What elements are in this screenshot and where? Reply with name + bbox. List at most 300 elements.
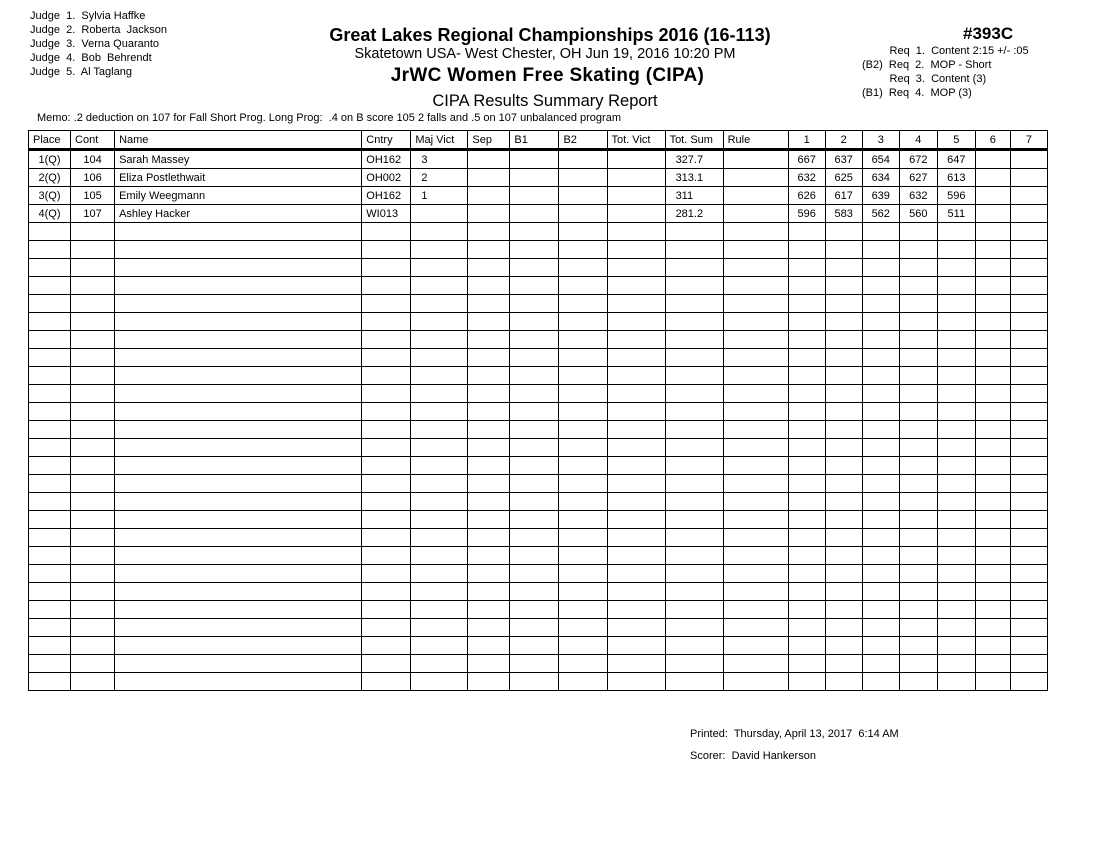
empty-cell [411, 637, 468, 655]
cell-judge-6 [975, 205, 1010, 223]
empty-cell [29, 673, 71, 691]
empty-cell [1010, 421, 1047, 439]
empty-cell [862, 655, 899, 673]
requirement-3: Req 3. Content (3) [862, 73, 987, 85]
empty-cell [723, 313, 788, 331]
empty-cell [115, 295, 362, 313]
empty-cell [899, 583, 937, 601]
empty-cell [975, 493, 1010, 511]
empty-cell [665, 529, 723, 547]
empty-cell [115, 421, 362, 439]
empty-cell [411, 313, 468, 331]
empty-cell [975, 565, 1010, 583]
empty-cell [937, 547, 975, 565]
empty-cell [975, 277, 1010, 295]
empty-cell [1010, 565, 1047, 583]
empty-cell [723, 457, 788, 475]
empty-cell [937, 565, 975, 583]
empty-cell [559, 223, 607, 241]
empty-cell [559, 241, 607, 259]
empty-cell [975, 421, 1010, 439]
cell-judge-3: 562 [862, 205, 899, 223]
empty-cell [411, 331, 468, 349]
empty-cell [71, 673, 115, 691]
empty-cell [411, 367, 468, 385]
empty-cell [411, 439, 468, 457]
empty-table-row [29, 223, 1048, 241]
empty-cell [665, 655, 723, 673]
empty-cell [825, 277, 862, 295]
cell-judge-7 [1010, 205, 1047, 223]
empty-cell [899, 439, 937, 457]
cell-place: 2(Q) [29, 169, 71, 187]
cell-rule [723, 150, 788, 169]
empty-cell [29, 583, 71, 601]
empty-cell [1010, 295, 1047, 313]
empty-cell [788, 673, 825, 691]
report-name: CIPA Results Summary Report [432, 92, 658, 110]
empty-cell [468, 529, 510, 547]
empty-cell [899, 511, 937, 529]
empty-table-row [29, 547, 1048, 565]
empty-cell [71, 475, 115, 493]
empty-cell [115, 349, 362, 367]
empty-cell [362, 439, 411, 457]
empty-table-row [29, 655, 1048, 673]
empty-cell [1010, 439, 1047, 457]
empty-cell [1010, 313, 1047, 331]
empty-cell [362, 547, 411, 565]
empty-cell [825, 439, 862, 457]
empty-cell [362, 655, 411, 673]
empty-cell [468, 619, 510, 637]
cell-judge-4: 632 [899, 187, 937, 205]
empty-cell [723, 367, 788, 385]
empty-cell [723, 349, 788, 367]
empty-cell [71, 331, 115, 349]
empty-cell [723, 619, 788, 637]
empty-cell [115, 565, 362, 583]
empty-cell [29, 277, 71, 295]
empty-table-row [29, 403, 1048, 421]
empty-cell [468, 601, 510, 619]
empty-cell [937, 583, 975, 601]
empty-cell [665, 403, 723, 421]
empty-cell [862, 331, 899, 349]
empty-cell [1010, 259, 1047, 277]
empty-cell [723, 673, 788, 691]
empty-cell [788, 439, 825, 457]
empty-cell [468, 655, 510, 673]
empty-cell [411, 655, 468, 673]
empty-cell [937, 619, 975, 637]
empty-cell [607, 223, 665, 241]
empty-cell [723, 529, 788, 547]
empty-cell [1010, 367, 1047, 385]
cell-judge-5: 647 [937, 150, 975, 169]
empty-cell [559, 619, 607, 637]
empty-cell [788, 583, 825, 601]
empty-cell [825, 547, 862, 565]
col-judge-3: 3 [862, 131, 899, 150]
empty-cell [468, 439, 510, 457]
empty-cell [937, 259, 975, 277]
empty-cell [411, 259, 468, 277]
empty-cell [899, 619, 937, 637]
cell-judge-4: 560 [899, 205, 937, 223]
empty-cell [788, 457, 825, 475]
empty-cell [788, 421, 825, 439]
empty-table-row [29, 619, 1048, 637]
empty-cell [862, 259, 899, 277]
empty-cell [788, 259, 825, 277]
empty-cell [665, 259, 723, 277]
empty-cell [899, 313, 937, 331]
empty-cell [362, 277, 411, 295]
empty-cell [825, 259, 862, 277]
empty-cell [115, 241, 362, 259]
empty-cell [899, 385, 937, 403]
col-tot-sum: Tot. Sum [665, 131, 723, 150]
empty-cell [937, 493, 975, 511]
empty-cell [788, 547, 825, 565]
empty-cell [115, 259, 362, 277]
empty-cell [937, 385, 975, 403]
cell-b2 [559, 187, 607, 205]
empty-cell [937, 529, 975, 547]
empty-cell [665, 385, 723, 403]
empty-cell [468, 277, 510, 295]
col-b1: B1 [510, 131, 559, 150]
empty-table-row [29, 241, 1048, 259]
empty-cell [559, 475, 607, 493]
cell-judge-2: 617 [825, 187, 862, 205]
empty-cell [71, 601, 115, 619]
empty-cell [510, 421, 559, 439]
empty-cell [862, 493, 899, 511]
cell-maj-vict: 1 [411, 187, 468, 205]
empty-cell [825, 385, 862, 403]
empty-cell [115, 223, 362, 241]
empty-cell [862, 367, 899, 385]
empty-cell [362, 385, 411, 403]
cell-name: Ashley Hacker [115, 205, 362, 223]
event-code: #393C [963, 24, 1014, 43]
empty-cell [825, 223, 862, 241]
scorer-name: Scorer: David Hankerson [690, 750, 816, 762]
empty-cell [411, 673, 468, 691]
cell-sep [468, 169, 510, 187]
empty-cell [975, 223, 1010, 241]
empty-cell [975, 529, 1010, 547]
empty-cell [362, 637, 411, 655]
empty-cell [937, 673, 975, 691]
empty-cell [559, 565, 607, 583]
cell-place: 3(Q) [29, 187, 71, 205]
cell-b1 [510, 150, 559, 169]
empty-cell [862, 457, 899, 475]
empty-cell [1010, 385, 1047, 403]
empty-cell [411, 277, 468, 295]
empty-table-row [29, 529, 1048, 547]
empty-cell [468, 403, 510, 421]
empty-cell [559, 457, 607, 475]
empty-cell [665, 277, 723, 295]
empty-cell [665, 673, 723, 691]
empty-cell [723, 403, 788, 421]
empty-table-row [29, 349, 1048, 367]
cell-b2 [559, 205, 607, 223]
empty-cell [607, 439, 665, 457]
cell-judge-2: 637 [825, 150, 862, 169]
empty-table-row [29, 601, 1048, 619]
cell-judge-7 [1010, 169, 1047, 187]
empty-cell [510, 511, 559, 529]
empty-cell [559, 529, 607, 547]
empty-cell [115, 313, 362, 331]
empty-cell [862, 637, 899, 655]
empty-cell [937, 349, 975, 367]
cell-sep [468, 150, 510, 169]
cell-judge-5: 511 [937, 205, 975, 223]
empty-cell [468, 511, 510, 529]
empty-cell [71, 349, 115, 367]
empty-cell [607, 655, 665, 673]
empty-cell [29, 331, 71, 349]
empty-cell [862, 673, 899, 691]
empty-cell [665, 457, 723, 475]
empty-cell [559, 601, 607, 619]
empty-cell [411, 601, 468, 619]
empty-cell [607, 673, 665, 691]
empty-cell [1010, 511, 1047, 529]
empty-cell [1010, 673, 1047, 691]
empty-cell [115, 403, 362, 421]
empty-cell [411, 475, 468, 493]
empty-table-row [29, 385, 1048, 403]
col-judge-2: 2 [825, 131, 862, 150]
table-row [29, 205, 1048, 223]
empty-cell [510, 475, 559, 493]
empty-cell [665, 511, 723, 529]
cell-b1 [510, 205, 559, 223]
empty-cell [29, 565, 71, 583]
empty-cell [899, 349, 937, 367]
empty-cell [825, 529, 862, 547]
empty-cell [975, 331, 1010, 349]
cell-judge-6 [975, 169, 1010, 187]
empty-cell [975, 673, 1010, 691]
event-name: JrWC Women Free Skating (CIPA) [390, 65, 705, 86]
empty-cell [559, 421, 607, 439]
empty-cell [559, 583, 607, 601]
empty-cell [71, 583, 115, 601]
empty-cell [665, 565, 723, 583]
empty-cell [510, 367, 559, 385]
empty-cell [723, 583, 788, 601]
empty-cell [723, 331, 788, 349]
empty-cell [862, 403, 899, 421]
empty-cell [975, 475, 1010, 493]
empty-cell [607, 547, 665, 565]
col-tot-vict: Tot. Vict [607, 131, 665, 150]
empty-cell [723, 475, 788, 493]
empty-cell [411, 493, 468, 511]
cell-cont: 104 [71, 150, 115, 169]
empty-cell [937, 439, 975, 457]
empty-cell [1010, 637, 1047, 655]
empty-cell [788, 601, 825, 619]
empty-cell [1010, 493, 1047, 511]
empty-cell [788, 529, 825, 547]
empty-cell [71, 637, 115, 655]
empty-cell [411, 241, 468, 259]
empty-table-row [29, 331, 1048, 349]
empty-cell [468, 637, 510, 655]
empty-cell [510, 637, 559, 655]
empty-cell [665, 475, 723, 493]
empty-cell [468, 565, 510, 583]
cell-b1 [510, 187, 559, 205]
cell-judge-4: 627 [899, 169, 937, 187]
empty-cell [71, 367, 115, 385]
empty-cell [71, 259, 115, 277]
empty-cell [115, 493, 362, 511]
cell-tot-sum: 313.1 [665, 169, 723, 187]
empty-cell [937, 277, 975, 295]
col-cont: Cont [71, 131, 115, 150]
empty-cell [510, 331, 559, 349]
empty-cell [362, 313, 411, 331]
empty-cell [899, 403, 937, 421]
empty-cell [607, 619, 665, 637]
empty-cell [362, 619, 411, 637]
empty-cell [899, 565, 937, 583]
empty-cell [665, 439, 723, 457]
empty-cell [825, 655, 862, 673]
empty-cell [862, 313, 899, 331]
cell-judge-1: 626 [788, 187, 825, 205]
empty-cell [825, 511, 862, 529]
empty-cell [862, 565, 899, 583]
empty-cell [411, 529, 468, 547]
empty-cell [975, 655, 1010, 673]
memo: Memo: .2 deduction on 107 for Fall Short Prog. Long Prog: .4 on B score 105 2 falls and .5 on 107 unbalanced program [37, 112, 621, 124]
empty-cell [29, 637, 71, 655]
col-maj-vict: Maj Vict [411, 131, 468, 150]
empty-cell [788, 223, 825, 241]
empty-cell [825, 403, 862, 421]
empty-cell [607, 457, 665, 475]
cell-cntry: OH162 [362, 150, 411, 169]
empty-cell [29, 313, 71, 331]
empty-cell [862, 529, 899, 547]
empty-cell [723, 259, 788, 277]
empty-cell [788, 385, 825, 403]
empty-cell [975, 511, 1010, 529]
col-cntry: Cntry [362, 131, 411, 150]
empty-cell [1010, 241, 1047, 259]
col-b2: B2 [559, 131, 607, 150]
empty-cell [788, 565, 825, 583]
requirement-1: Req 1. Content 2:15 +/- :05 [862, 45, 1029, 57]
empty-cell [559, 493, 607, 511]
empty-cell [115, 601, 362, 619]
empty-cell [411, 511, 468, 529]
cell-judge-5: 596 [937, 187, 975, 205]
cell-judge-3: 654 [862, 150, 899, 169]
empty-cell [899, 277, 937, 295]
empty-cell [788, 331, 825, 349]
empty-cell [975, 583, 1010, 601]
empty-cell [975, 259, 1010, 277]
empty-cell [559, 385, 607, 403]
empty-cell [723, 547, 788, 565]
empty-cell [825, 475, 862, 493]
results-table [28, 130, 1048, 691]
cell-name: Eliza Postlethwait [115, 169, 362, 187]
cell-tot-vict [607, 205, 665, 223]
empty-cell [510, 223, 559, 241]
empty-cell [510, 349, 559, 367]
empty-cell [29, 475, 71, 493]
empty-cell [468, 241, 510, 259]
empty-cell [510, 385, 559, 403]
empty-cell [937, 295, 975, 313]
empty-table-row [29, 277, 1048, 295]
cell-tot-vict [607, 187, 665, 205]
empty-cell [825, 619, 862, 637]
empty-cell [510, 277, 559, 295]
empty-cell [788, 241, 825, 259]
empty-cell [559, 655, 607, 673]
empty-cell [937, 223, 975, 241]
empty-cell [71, 385, 115, 403]
empty-cell [115, 637, 362, 655]
empty-cell [788, 367, 825, 385]
cell-place: 1(Q) [29, 150, 71, 169]
empty-cell [788, 349, 825, 367]
empty-cell [937, 241, 975, 259]
cell-cont: 106 [71, 169, 115, 187]
empty-cell [607, 259, 665, 277]
empty-cell [862, 511, 899, 529]
col-judge-5: 5 [937, 131, 975, 150]
empty-cell [468, 583, 510, 601]
empty-cell [115, 457, 362, 475]
empty-cell [1010, 583, 1047, 601]
cell-judge-4: 672 [899, 150, 937, 169]
empty-cell [665, 223, 723, 241]
empty-cell [975, 619, 1010, 637]
empty-cell [937, 601, 975, 619]
empty-cell [362, 583, 411, 601]
empty-table-row [29, 511, 1048, 529]
empty-cell [362, 529, 411, 547]
empty-cell [29, 439, 71, 457]
empty-cell [115, 511, 362, 529]
location-datetime: Skatetown USA- West Chester, OH Jun 19, 2016 10:20 PM [354, 46, 736, 62]
empty-cell [71, 511, 115, 529]
empty-cell [510, 493, 559, 511]
cell-tot-sum: 311 [665, 187, 723, 205]
cell-judge-3: 639 [862, 187, 899, 205]
empty-cell [899, 547, 937, 565]
empty-cell [71, 619, 115, 637]
empty-cell [899, 421, 937, 439]
empty-cell [362, 475, 411, 493]
empty-cell [937, 421, 975, 439]
